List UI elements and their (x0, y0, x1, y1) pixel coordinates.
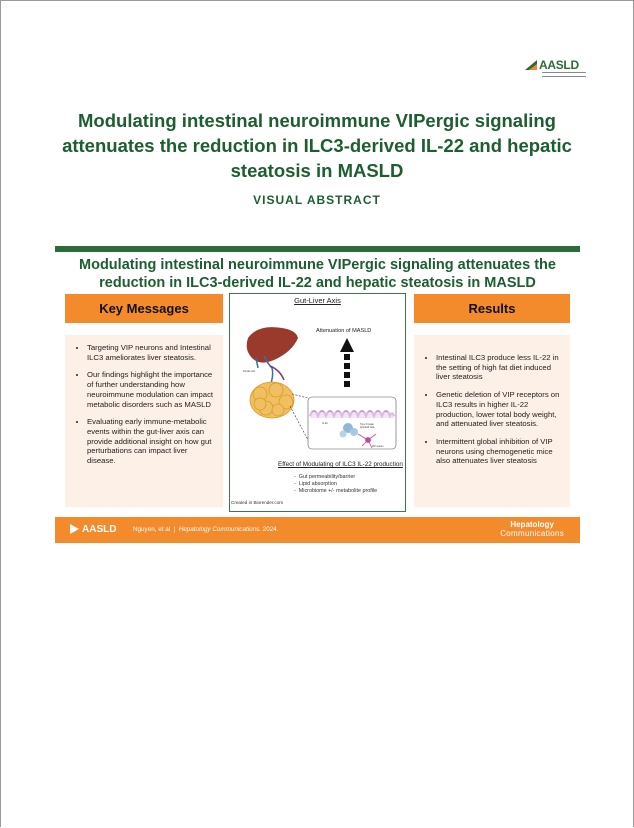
footer-citation: Nguyen, et al | Hepatology Communications. 2024. (133, 526, 279, 533)
key-message-item: • Evaluating early immune-metabolic events within the gut-liver axis can provide additional insight on how gut perturbations can impact liver disease. (87, 417, 215, 466)
svg-text:VIP neuron: VIP neuron (372, 446, 384, 448)
results-panel (414, 335, 570, 507)
effect-item: - Lipid absorption (294, 481, 337, 487)
aasld-footer-mark-icon (70, 524, 79, 534)
logo-text: AASLD (539, 58, 579, 72)
abstract-footer (55, 517, 580, 543)
abstract-title: Modulating intestinal neuroimmune VIPergic signaling attenuates the reduction in ILC3-derived IL-22 and hepatic steatosis in MASLD (79, 257, 556, 291)
footer-logo: AASLD (82, 524, 117, 535)
svg-text:lymphoid cells: lymphoid cells (360, 427, 375, 429)
aasld-logo-mark-icon (525, 58, 539, 72)
gut-liver-figure (229, 293, 406, 512)
result-item: • Intestinal ILC3 produce less IL-22 in the setting of high fat diet induced liver steatosis (436, 353, 562, 382)
svg-text:Type 3 innate: Type 3 innate (360, 424, 374, 426)
logo-tagline (542, 72, 586, 77)
result-item: • Intermittent global inhibition of VIP neurons using chemogenetic mice also attenuates liver steatosis (436, 437, 562, 466)
attenuation-arrow-icon (340, 338, 354, 387)
results-header: Results (414, 294, 570, 323)
attenuation-label: Attenuation of MASLD (316, 328, 372, 334)
figure-title: Gut-Liver Axis (294, 296, 341, 305)
key-message-item: • Our findings highlight the importance of further understanding how neuroimmune modulation can impact metabolic disorders such as MASLD (87, 370, 215, 409)
key-messages-header: Key Messages (65, 294, 223, 323)
abstract-top-bar (55, 246, 580, 252)
intestinal-villi-inset (308, 397, 396, 449)
svg-text:Portal vein: Portal vein (243, 370, 256, 373)
effect-item: - Microbiome +/- metabolite profile (294, 488, 378, 494)
document-subtitle: VISUAL ABSTRACT (253, 193, 381, 207)
svg-text:IL-22: IL-22 (322, 422, 328, 425)
figure-credit: Created in Biorender.com (231, 500, 284, 505)
intestine-icon (250, 382, 294, 418)
footer-journal-logo: Hepatology Communications (500, 520, 564, 538)
aasld-logo (525, 55, 589, 79)
effect-item: - Gut permeability/barrier (294, 474, 356, 480)
document-title: Modulating intestinal neuroimmune VIPergic signaling attenuates the reduction in ILC3-derived IL-22 and hepatic steatosis in MASLD (62, 110, 572, 181)
effect-title: Effect of Modulating of ILC3 IL-22 production (278, 461, 403, 468)
liver-icon (247, 327, 298, 362)
key-messages-panel (65, 335, 223, 507)
result-item: • Genetic deletion of VIP receptors on ILC3 results in higher IL-22 production, lower total body weight, and attenuated liver steatosis. (436, 390, 562, 429)
key-message-item: • Targeting VIP neurons and Intestinal ILC3 ameliorates liver steatosis. (87, 343, 215, 362)
